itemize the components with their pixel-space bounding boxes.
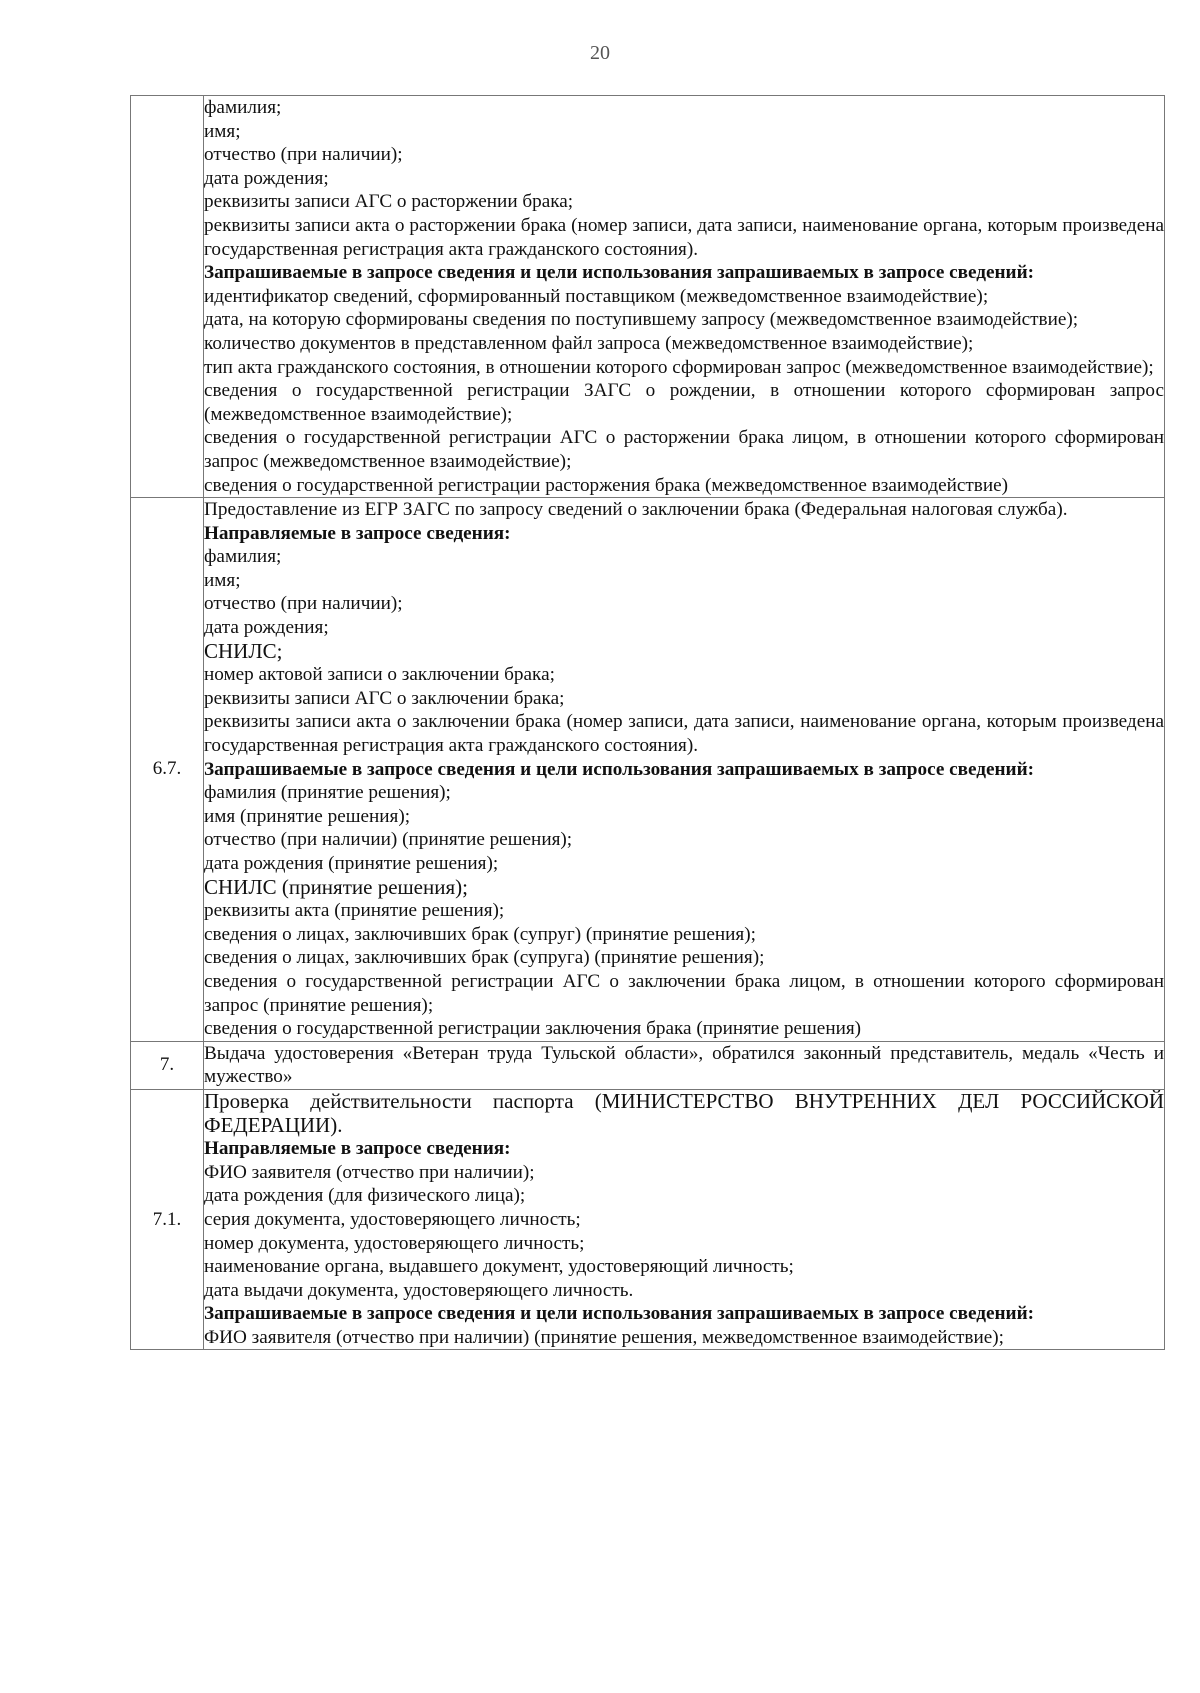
row-content — [204, 96, 1165, 498]
list-item: наименование органа, выдавшего документ, удостоверяющий личность; — [204, 1256, 794, 1278]
table-row — [131, 1041, 1165, 1089]
table-row — [131, 1089, 1165, 1350]
section-heading: Запрашиваемые в запросе сведения и цели использования запрашиваемых в запросе сведений: — [204, 1303, 1035, 1325]
list-item: ФИО заявителя (отчество при наличии) (принятие решения, межведомственное взаимодействие); — [204, 1326, 1004, 1348]
list-item: дата рождения; — [204, 617, 329, 639]
list-item: отчество (при наличии); — [204, 593, 403, 615]
row-number: 6.7. — [131, 498, 204, 1042]
list-item: сведения о государственной регистрации расторжения брака (межведомственное взаимодействие) — [204, 474, 1009, 496]
table-row — [131, 498, 1165, 1042]
row-content — [204, 498, 1165, 1042]
section-heading: Запрашиваемые в запросе сведения и цели использования запрашиваемых в запросе сведений: — [204, 758, 1035, 780]
list-item: сведения о государственной регистрации АГС о заключении брака лицом, в отношении которого сформирован запрос (принятие решения); — [204, 970, 1164, 1016]
list-item: фамилия (принятие решения); — [204, 782, 451, 804]
list-item: фамилия; — [204, 97, 282, 118]
list-item: реквизиты записи акта о заключении брака (номер записи, дата записи, наименование органа, которым произведена государственная регистрация акта гражданского состояния). — [204, 711, 1164, 757]
page-number: 20 — [590, 42, 610, 64]
list-item: СНИЛС (принятие решения); — [204, 874, 468, 899]
list-item: сведения о лицах, заключивших брак (супруг) (принятие решения); — [204, 923, 756, 945]
section-heading: Направляемые в запросе сведения: — [204, 522, 511, 544]
list-item: Проверка действительности паспорта (МИНИСТЕРСТВО ВНУТРЕННИХ ДЕЛ РОССИЙСКОЙ ФЕДЕРАЦИИ). — [204, 1088, 1164, 1137]
list-item: имя; — [204, 569, 241, 591]
list-item: сведения о государственной регистрации ЗАГС о рождении, в отношении которого сформирован запрос (межведомственное взаимодействие); — [204, 380, 1164, 425]
list-item: сведения о государственной регистрации заключения брака (принятие решения) — [204, 1018, 862, 1040]
list-item: дата выдачи документа, удостоверяющего личность. — [204, 1279, 634, 1301]
list-item: имя; — [204, 120, 241, 142]
section-heading: Запрашиваемые в запросе сведения и цели использования запрашиваемых в запросе сведений: — [204, 262, 1035, 284]
row-number: 7.1. — [131, 1089, 204, 1350]
table-row — [131, 96, 1165, 498]
list-item: количество документов в представленном файл запроса (межведомственное взаимодействие); — [204, 332, 974, 354]
list-item: Выдача удостоверения «Ветеран труда Тульской области», обратился законный представитель, медаль «Честь и мужество» — [204, 1042, 1164, 1088]
list-item: дата рождения (принятие решения); — [204, 853, 499, 874]
list-item: номер документа, удостоверяющего личность; — [204, 1232, 585, 1254]
requirements-table — [130, 95, 1165, 1350]
list-item: дата рождения (для физического лица); — [204, 1185, 526, 1207]
list-item: номер актовой записи о заключении брака; — [204, 664, 555, 686]
section-heading: Направляемые в запросе сведения: — [204, 1138, 511, 1160]
list-item: сведения о государственной регистрации АГС о расторжении брака лицом, в отношении которого сформирован запрос (межведомственное взаимодействие); — [204, 427, 1164, 472]
list-item: дата рождения; — [204, 167, 329, 189]
row-content — [204, 1089, 1165, 1350]
list-item: ФИО заявителя (отчество при наличии); — [204, 1161, 535, 1183]
row-number: 7. — [131, 1041, 204, 1089]
list-item: реквизиты записи АГС о расторжении брака; — [204, 191, 574, 213]
list-item: отчество (при наличии); — [204, 144, 403, 166]
row-content — [204, 1041, 1165, 1089]
list-item: отчество (при наличии) (принятие решения); — [204, 829, 573, 851]
list-item: реквизиты записи АГС о заключении брака; — [204, 687, 565, 709]
list-item: реквизиты записи акта о расторжении брака (номер записи, дата записи, наименование органа, которым произведена государственная регистрация акта гражданского состояния). — [204, 214, 1164, 260]
list-item: реквизиты акта (принятие решения); — [204, 900, 505, 922]
list-item: сведения о лицах, заключивших брак (супруга) (принятие решения); — [204, 947, 765, 969]
list-item: СНИЛС; — [204, 638, 283, 663]
list-item: серия документа, удостоверяющего личность; — [204, 1208, 581, 1230]
row-number — [131, 96, 204, 498]
list-item: Предоставление из ЕГР ЗАГС по запросу сведений о заключении брака (Федеральная налоговая служба). — [204, 499, 1068, 521]
list-item: фамилия; — [204, 546, 282, 568]
list-item: имя (принятие решения); — [204, 805, 411, 827]
list-item: дата, на которую сформированы сведения по поступившему запросу (межведомственное взаимодействие); — [204, 309, 1079, 331]
list-item: идентификатор сведений, сформированный поставщиком (межведомственное взаимодействие); — [204, 285, 989, 307]
list-item: тип акта гражданского состояния, в отношении которого сформирован запрос (межведомственное взаимодействие); — [204, 356, 1154, 378]
